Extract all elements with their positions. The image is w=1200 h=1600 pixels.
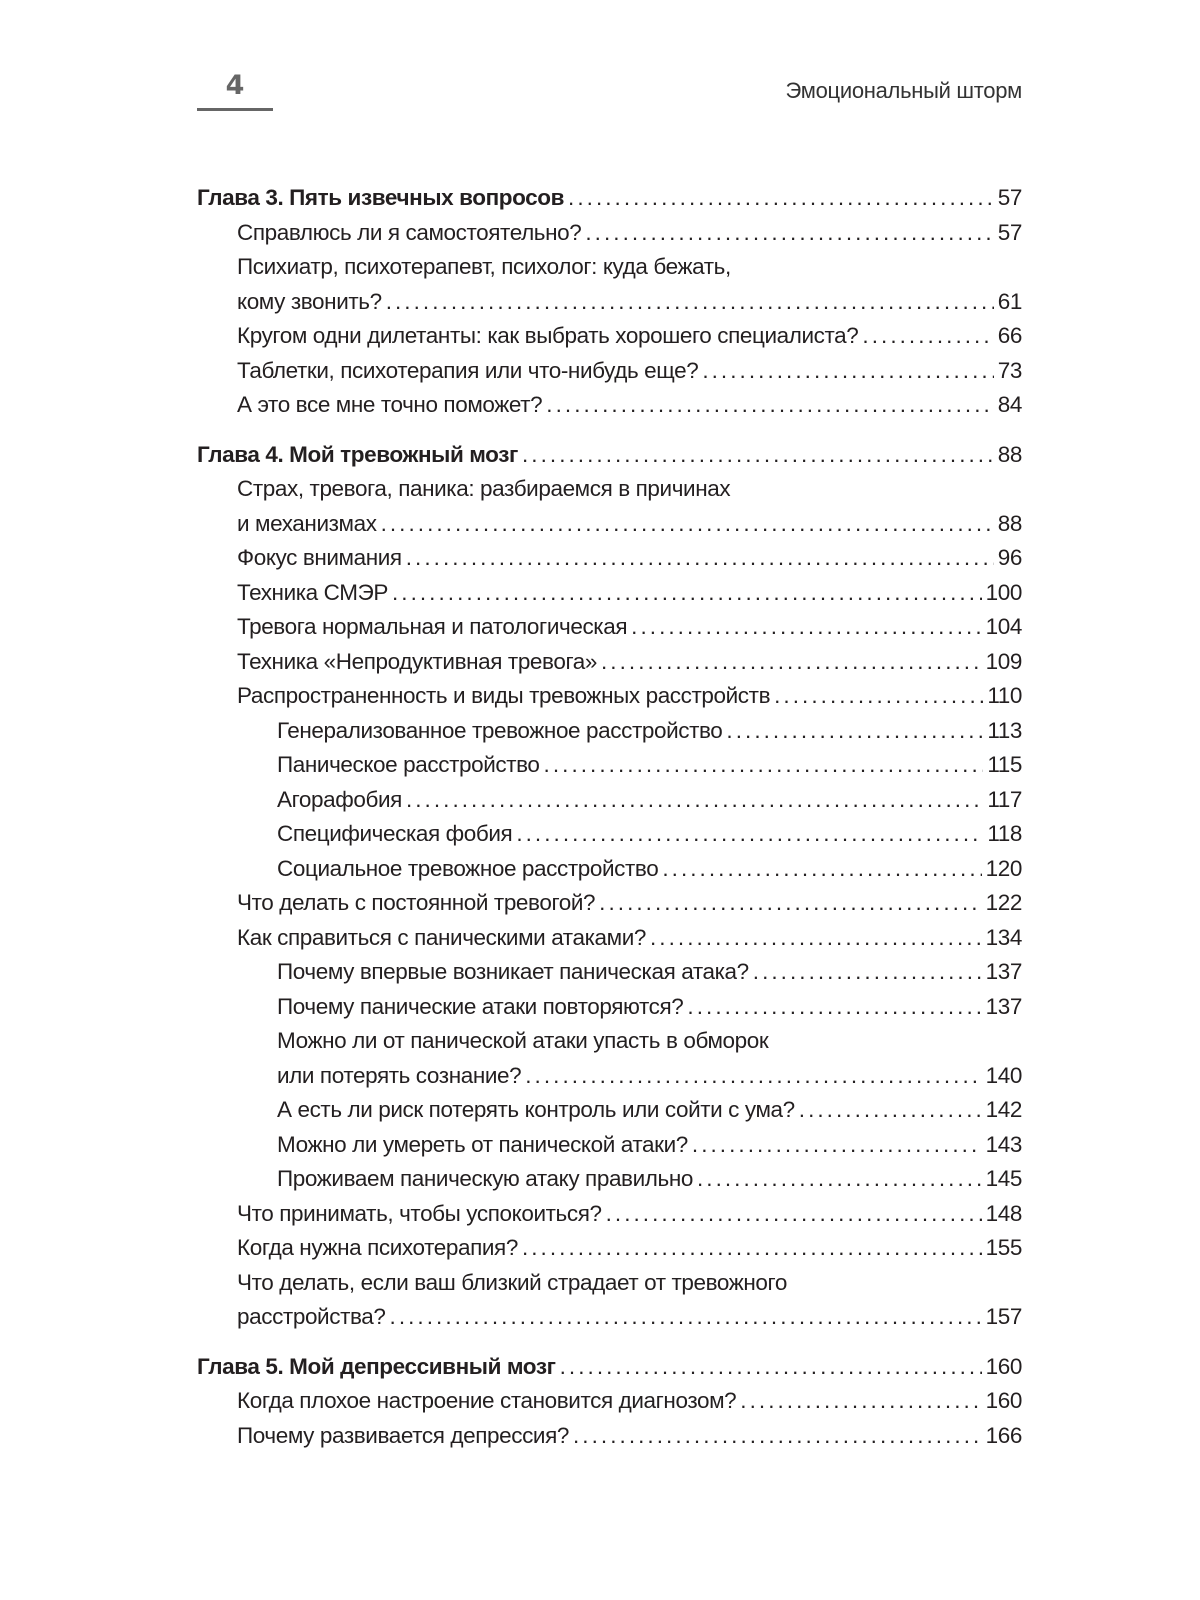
- toc-entry-page: 166: [985, 1422, 1022, 1448]
- dot-leader: [799, 1093, 982, 1128]
- toc-entry[interactable]: [197, 541, 1022, 576]
- dot-leader: [525, 1059, 981, 1094]
- toc-entry-page: 134: [985, 924, 1022, 950]
- toc-entry-title: Специфическая фобия: [277, 821, 513, 846]
- toc-entry-title: Агорафобия: [277, 786, 402, 812]
- toc-entry[interactable]: [197, 1419, 1022, 1454]
- toc-entry[interactable]: [197, 679, 1022, 714]
- dot-leader: [692, 1128, 982, 1163]
- toc-entry-page: 160: [985, 1388, 1022, 1413]
- toc-entry-title: расстройства?: [237, 1304, 386, 1329]
- toc-entry-title: Распространенность и виды тревожных расстройств: [237, 683, 771, 708]
- dot-leader: [601, 645, 982, 680]
- toc-entry-page: 148: [985, 1200, 1022, 1226]
- toc-entry-title: Почему впервые возникает паническая атака?: [277, 959, 749, 984]
- toc-entry-title-line: Можно ли от панической атаки упасть в обморок: [277, 1028, 769, 1053]
- toc-entry-title: Фокус внимания: [237, 545, 402, 570]
- dot-leader: [697, 1162, 982, 1197]
- toc-entry-page: 110: [987, 683, 1022, 708]
- dot-leader: [862, 319, 993, 354]
- toc-entry-page: 57: [997, 185, 1022, 210]
- toc-entry[interactable]: [197, 645, 1022, 680]
- dot-leader: [726, 714, 983, 749]
- running-head: Эмоциональный шторм: [785, 78, 1022, 103]
- toc-entry-title: А есть ли риск потерять контроль или сойти с ума?: [277, 1097, 795, 1122]
- dot-leader: [516, 817, 983, 852]
- toc-entry-page: 155: [985, 1235, 1022, 1260]
- page-number-underline: [197, 108, 273, 111]
- dot-leader: [390, 1300, 982, 1335]
- dot-leader: [753, 955, 982, 990]
- dot-leader: [522, 438, 994, 473]
- dot-leader: [606, 1197, 982, 1232]
- toc-entry-title: Глава 3. Пять извечных вопросов: [197, 185, 565, 210]
- toc-entry-page: 57: [997, 219, 1022, 245]
- toc-entry-title: Что делать с постоянной тревогой?: [237, 890, 596, 915]
- dot-leader: [560, 1350, 982, 1385]
- table-of-contents: [197, 181, 1022, 1453]
- toc-entry-title: Техника СМЭР: [237, 579, 388, 605]
- toc-entry-title-line: Психиатр, психотерапевт, психолог: куда бежать,: [237, 254, 731, 279]
- toc-entry[interactable]: [197, 714, 1022, 749]
- dot-leader: [381, 507, 994, 542]
- dot-leader: [585, 216, 993, 251]
- dot-leader: [599, 886, 981, 921]
- toc-entry-title: Паническое расстройство: [277, 752, 540, 777]
- toc-entry[interactable]: [197, 1162, 1022, 1197]
- toc-entry-page: 109: [985, 648, 1022, 674]
- toc-entry[interactable]: [197, 1059, 1022, 1094]
- toc-entry-title: Техника «Непродуктивная тревога»: [237, 648, 597, 674]
- toc-entry-page: 61: [997, 288, 1022, 314]
- toc-entry[interactable]: [197, 990, 1022, 1025]
- toc-entry-page: 113: [987, 717, 1022, 743]
- toc-entry[interactable]: [197, 955, 1022, 990]
- toc-entry-page: 96: [997, 545, 1022, 570]
- dot-leader: [406, 783, 983, 818]
- toc-entry-title: Что принимать, чтобы успокоиться?: [237, 1200, 602, 1226]
- toc-entry-title: Когда нужна психотерапия?: [237, 1235, 518, 1260]
- toc-entry-title: Кругом одни дилетанты: как выбрать хорошего специалиста?: [237, 323, 859, 348]
- toc-entry-title: Социальное тревожное расстройство: [277, 855, 659, 881]
- page-number: 4: [225, 70, 245, 101]
- toc-entry-title: Можно ли умереть от панической атаки?: [277, 1131, 688, 1157]
- toc-entry-page: 88: [997, 510, 1022, 536]
- toc-entry[interactable]: [197, 817, 1022, 852]
- toc-entry-title: кому звонить?: [237, 288, 382, 314]
- toc-entry-page: 137: [985, 959, 1022, 984]
- toc-entry[interactable]: [197, 921, 1022, 956]
- dot-leader: [687, 990, 981, 1025]
- toc-entry-title: Почему развивается депрессия?: [237, 1422, 569, 1448]
- dot-leader: [774, 679, 983, 714]
- dot-leader: [631, 610, 982, 645]
- dot-leader: [522, 1231, 982, 1266]
- toc-entry-page: 120: [985, 855, 1022, 881]
- toc-entry-title: Как справиться с паническими атаками?: [237, 924, 646, 950]
- toc-entry[interactable]: [197, 886, 1022, 921]
- toc-entry[interactable]: [197, 783, 1022, 818]
- toc-chapter-entry[interactable]: [197, 181, 1022, 216]
- toc-entry-page: 66: [997, 323, 1022, 348]
- toc-entry-page: 122: [985, 890, 1022, 915]
- toc-entry-title: Почему панические атаки повторяются?: [277, 993, 684, 1019]
- dot-leader: [568, 181, 994, 216]
- dot-leader: [392, 576, 982, 611]
- dot-leader: [573, 1419, 982, 1454]
- dot-leader: [650, 921, 982, 956]
- dot-leader: [406, 541, 994, 576]
- toc-entry-title: Глава 4. Мой тревожный мозг: [197, 441, 518, 467]
- toc-entry[interactable]: [197, 507, 1022, 542]
- dot-leader: [386, 285, 994, 320]
- toc-entry[interactable]: [197, 1093, 1022, 1128]
- toc-entry-title-line: Страх, тревога, паника: разбираемся в причинах: [237, 476, 731, 501]
- toc-entry-title: и механизмах: [237, 510, 377, 536]
- toc-entry[interactable]: [197, 748, 1022, 783]
- toc-entry[interactable]: [197, 1197, 1022, 1232]
- toc-entry-title: А это все мне точно поможет?: [237, 392, 543, 417]
- toc-chapter-entry[interactable]: [197, 438, 1022, 473]
- toc-entry[interactable]: [197, 216, 1022, 251]
- toc-entry[interactable]: [197, 1128, 1022, 1163]
- toc-entry-page: 145: [985, 1166, 1022, 1191]
- toc-entry[interactable]: [197, 354, 1022, 389]
- toc-entry-page: 73: [997, 357, 1022, 383]
- dot-leader: [662, 852, 981, 887]
- toc-entry-title: Глава 5. Мой депрессивный мозг: [197, 1353, 556, 1379]
- toc-entry[interactable]: [197, 610, 1022, 645]
- toc-entry[interactable]: [197, 285, 1022, 320]
- toc-entry-title: Когда плохое настроение становится диагнозом?: [237, 1388, 737, 1413]
- toc-entry[interactable]: [197, 319, 1022, 354]
- toc-entry[interactable]: [197, 576, 1022, 611]
- toc-entry-page: 117: [987, 786, 1022, 812]
- toc-entry-page: 88: [997, 441, 1022, 467]
- toc-entry-page: 115: [987, 752, 1022, 777]
- toc-entry-page: 137: [985, 993, 1022, 1019]
- toc-entry-page: 160: [985, 1353, 1022, 1379]
- dot-leader: [544, 748, 984, 783]
- toc-entry-title: Проживаем паническую атаку правильно: [277, 1166, 693, 1191]
- toc-entry-title: Тревога нормальная и патологическая: [237, 614, 628, 639]
- toc-entry-page: 104: [985, 614, 1022, 639]
- toc-entry-page: 84: [997, 392, 1022, 417]
- toc-entry-page: 157: [985, 1304, 1022, 1329]
- toc-entry[interactable]: [197, 1384, 1022, 1419]
- toc-entry-page: 100: [985, 579, 1022, 605]
- toc-entry-title: Таблетки, психотерапия или что-нибудь еще?: [237, 357, 699, 383]
- dot-leader: [740, 1384, 981, 1419]
- dot-leader: [702, 354, 993, 389]
- toc-entry-page: 118: [987, 821, 1022, 846]
- toc-entry-title: или потерять сознание?: [277, 1062, 522, 1088]
- toc-entry-title: Справлюсь ли я самостоятельно?: [237, 219, 582, 245]
- toc-entry-title: Генерализованное тревожное расстройство: [277, 717, 723, 743]
- toc-entry-page: 140: [985, 1062, 1022, 1088]
- toc-entry[interactable]: [197, 1231, 1022, 1266]
- toc-entry-title-line: Что делать, если ваш близкий страдает от тревожного: [237, 1269, 787, 1295]
- toc-chapter-entry[interactable]: [197, 1350, 1022, 1385]
- toc-entry[interactable]: [197, 1300, 1022, 1335]
- toc-entry[interactable]: [197, 852, 1022, 887]
- toc-entry-page: 142: [985, 1097, 1022, 1122]
- dot-leader: [546, 388, 993, 423]
- toc-entry[interactable]: [197, 388, 1022, 423]
- toc-entry-page: 143: [985, 1131, 1022, 1157]
